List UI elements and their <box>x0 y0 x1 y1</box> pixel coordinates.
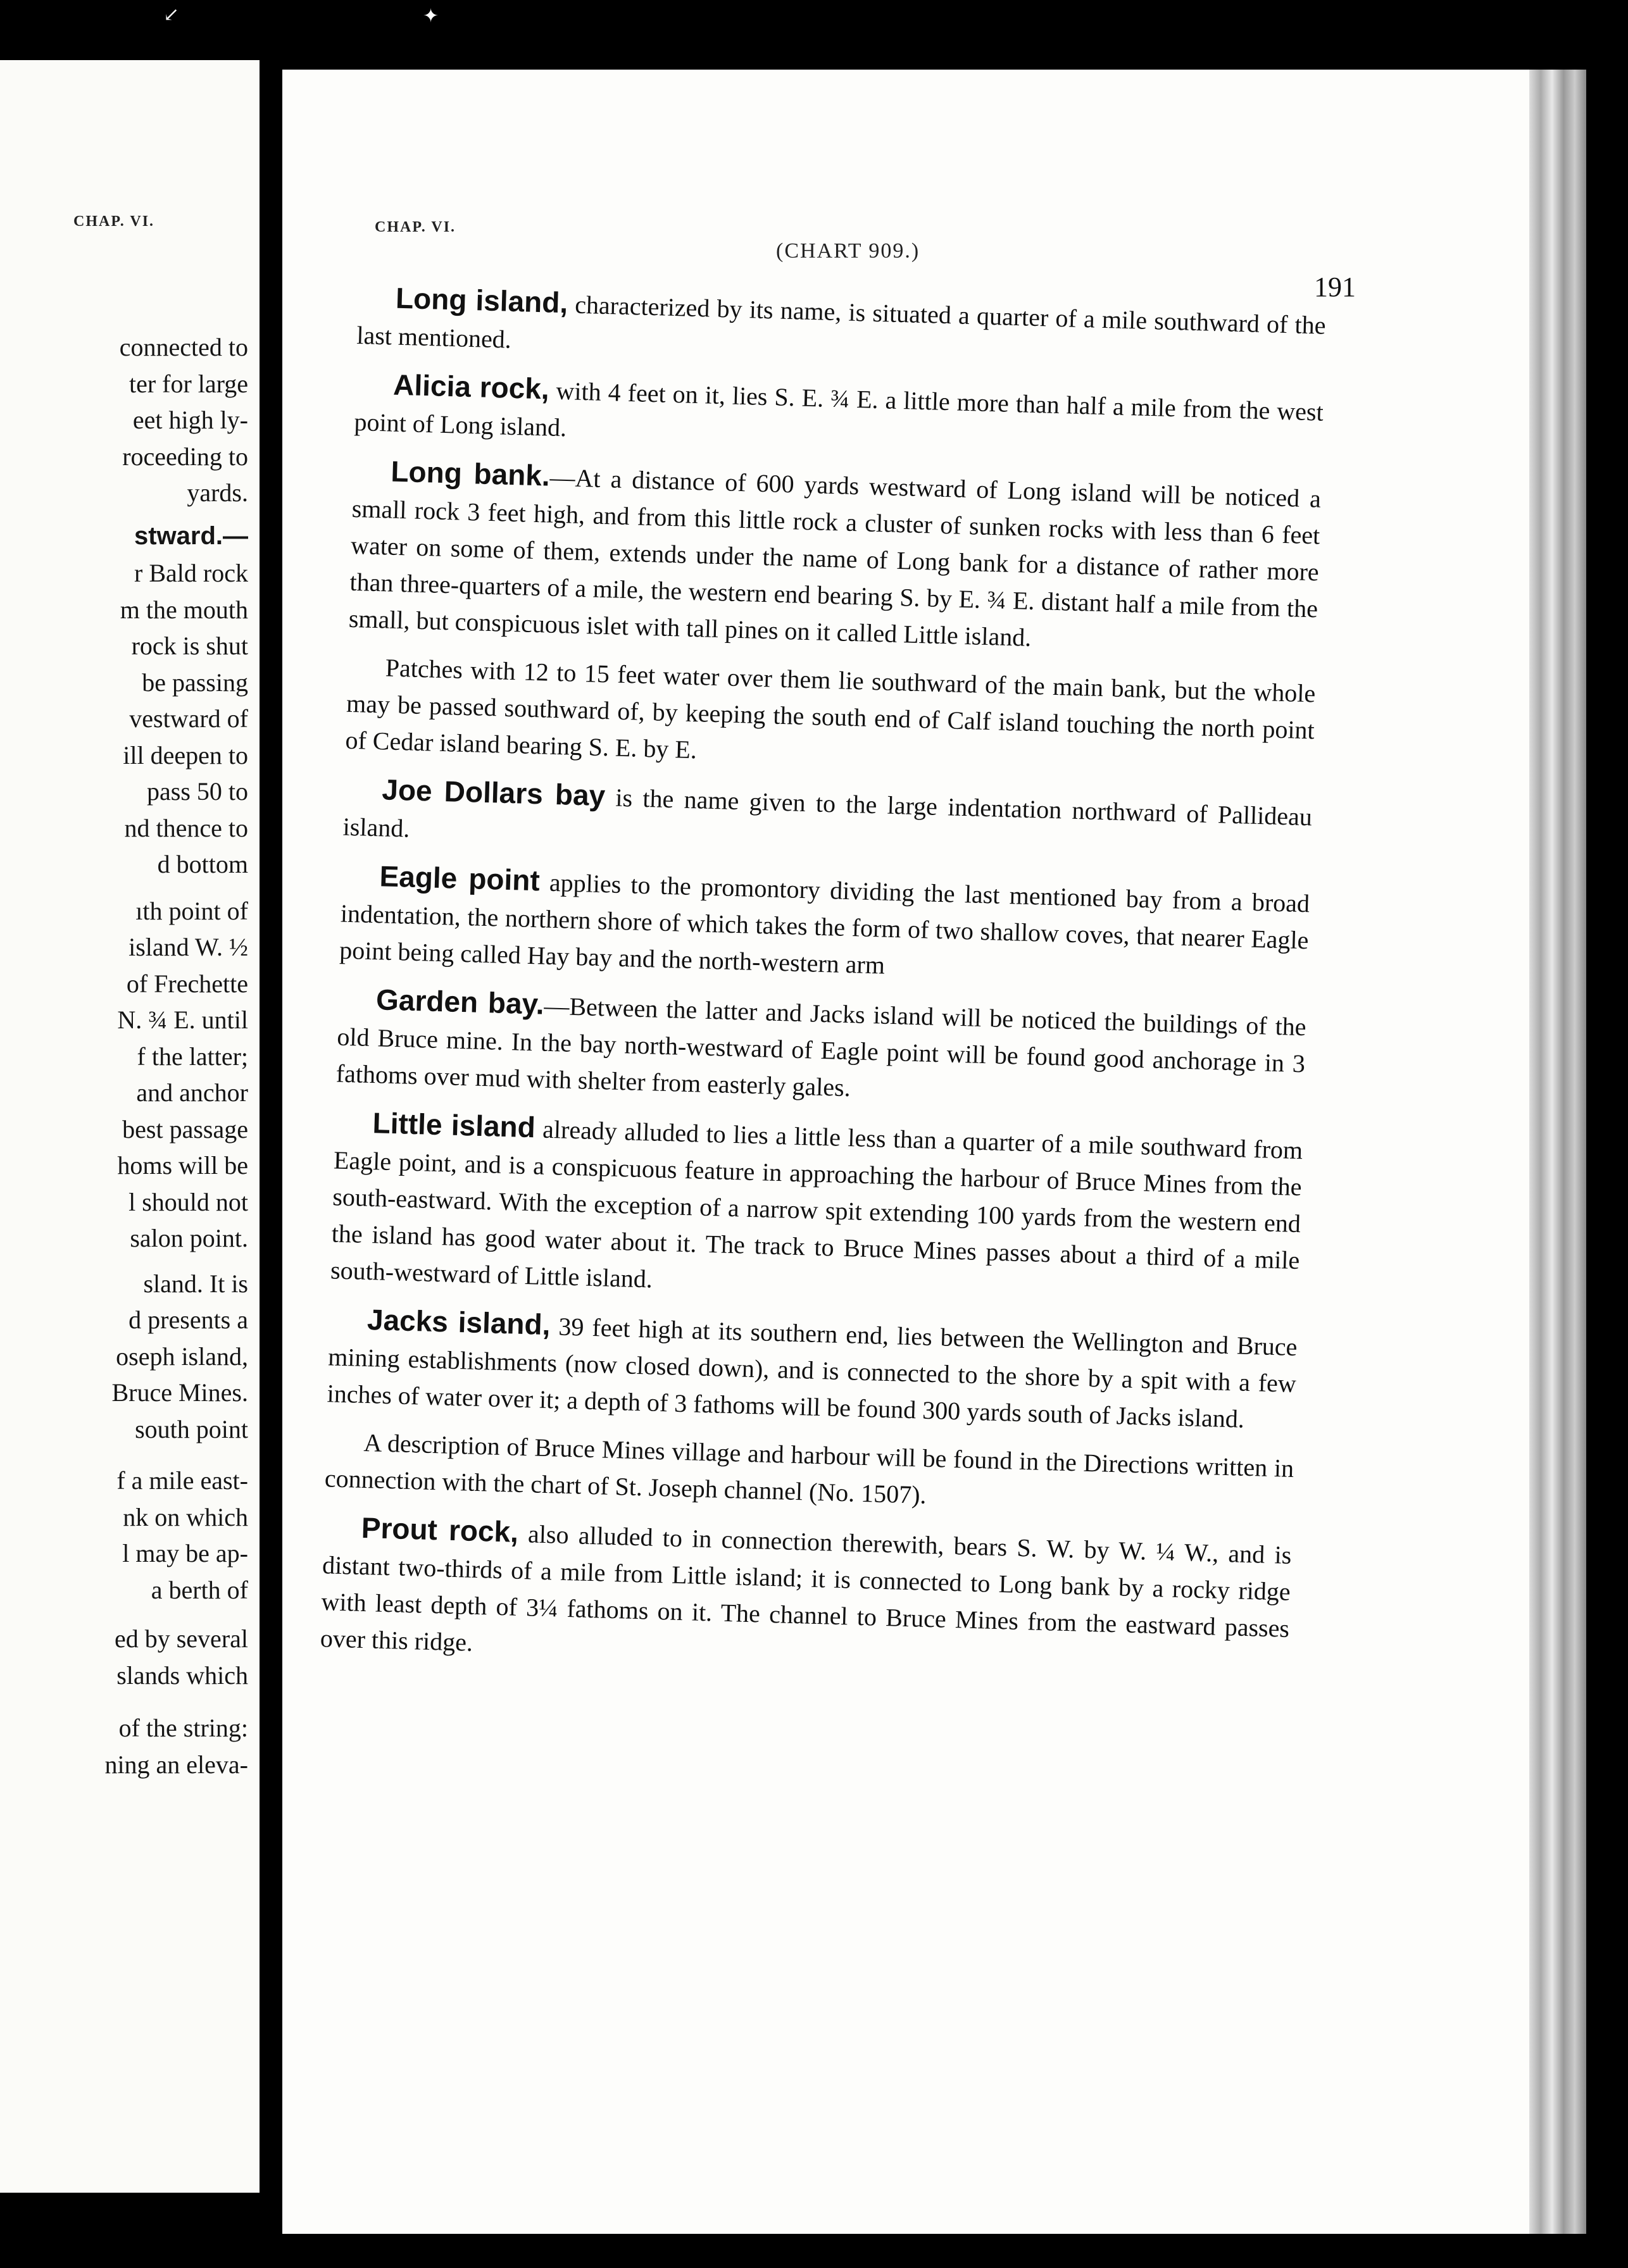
paragraph-text: A description of Bruce Mines village and harbour will be found in the Directions written in connection with the chart of St. Joseph channel (No. 1507). <box>324 1428 1294 1509</box>
paragraph-heading: Prout rock, <box>361 1511 519 1548</box>
paragraph-heading: Eagle point <box>379 859 541 897</box>
left-text-line: stward.— <box>134 521 248 550</box>
right-page <box>282 70 1586 2234</box>
paragraph-heading: Garden bay. <box>375 983 545 1021</box>
paragraph <box>342 770 1313 873</box>
left-text-line: oseph island, <box>116 1342 248 1371</box>
scan-top-edge <box>0 0 1628 38</box>
paragraph <box>356 278 1327 381</box>
paragraph-text: —At a distance of 600 yards westward of Long island will be noticed a small rock 3 feet high, and from this little rock a cluster of sunken rocks with less than 6 feet water on some of them, extends under the name of Long bank for a distance of rather more than three-quarters of a mile, the western end bearing S. by E. ¾ E. distant half a mile from the small, but conspicuous islet with tall pines on it called Little island. <box>348 463 1322 652</box>
left-chapter-header: CHAP. VI. <box>73 213 155 230</box>
paragraph <box>335 980 1306 1119</box>
paragraph <box>327 1300 1298 1439</box>
paragraph <box>348 452 1322 664</box>
paragraph-text: already alluded to lies a little less than a quarter of a mile southward from Eagle point, and is a conspicuous feature in approaching the harbour of Bruce Mines from the south-eastward. With the exception of a narrow spit extending 100 yards from the western end the island has good water about it. The track to Bruce Mines passes about a third of a mile south-westward of Little island. <box>330 1114 1303 1293</box>
left-text-line: homs will be <box>117 1151 248 1180</box>
left-text-line: slands which <box>116 1660 248 1690</box>
left-text-line: sland. It is <box>143 1269 248 1298</box>
paragraph-text: 39 feet high at its southern end, lies between the Wellington and Bruce mining establishments (now closed down), and is connected to the shore by a spit with a few inches of water over it; a depth of 3 fathoms will be found 300 yards south of Jacks island. <box>327 1312 1298 1433</box>
paragraph-text: Patches with 12 to 15 feet water over them lie southward of the main bank, but the whole may be passed southward of, by keeping the south end of Calf island touching the north point of Cedar island bearing S. E. by E. <box>345 653 1316 764</box>
page-number: 191 <box>1314 271 1356 302</box>
left-text-line: d bottom <box>157 850 248 878</box>
paragraph-heading: Jacks island, <box>366 1303 551 1342</box>
paragraph-heading: Long bank. <box>390 454 551 492</box>
paragraph <box>345 649 1316 786</box>
right-chapter-header: CHAP. VI. <box>375 219 456 235</box>
left-page <box>0 60 260 2193</box>
paragraph-text: is the name given to the large indentation northward of Pallideau island. <box>342 783 1313 843</box>
left-text-line: best passage <box>122 1114 248 1143</box>
left-text-line: be passing <box>142 668 248 697</box>
left-text-line: l may be ap- <box>122 1539 248 1567</box>
left-text-line: f a mile east- <box>116 1466 248 1495</box>
left-text-line: yards. <box>187 478 248 507</box>
paragraph-heading: Alicia rock, <box>392 368 550 406</box>
page-edges <box>1529 70 1586 2234</box>
left-text-line: eet high ly- <box>132 406 248 434</box>
left-text-line: Bruce Mines. <box>111 1378 248 1407</box>
paragraph-heading: Joe Dollars bay <box>381 773 606 813</box>
left-text-line: ıth point of <box>135 896 248 925</box>
paragraph <box>324 1423 1294 1524</box>
left-text-line: d presents a <box>128 1305 248 1334</box>
paragraph-text: with 4 feet on it, lies S. E. ¾ E. a little more than half a mile from the west point of Long island. <box>354 376 1324 442</box>
paragraph-heading: Long island, <box>395 281 568 320</box>
page-body <box>320 278 1327 1695</box>
paragraph-text: applies to the promontory dividing the last mentioned bay from a broad indentation, the northern shore of which takes the form of two shallow coves, that nearer Eagle point being called Hay bay and the north-western arm <box>339 868 1310 980</box>
paragraph <box>320 1508 1292 1684</box>
left-text-line: salon point. <box>130 1224 248 1252</box>
paragraph-text: —Between the latter and Jacks island will be noticed the buildings of the old Bruce mine. In the bay north-westward of Eagle point will be found good anchorage in 3 fathoms over mud with shelter from easterly gales. <box>335 991 1307 1102</box>
left-text-line: ill deepen to <box>123 740 248 770</box>
left-text-line: of the string: <box>118 1714 248 1742</box>
left-text-line: f the latter; <box>137 1042 248 1071</box>
left-text-line: connected to <box>119 333 248 361</box>
left-text-line: l should not <box>128 1187 248 1216</box>
paragraph <box>339 857 1310 996</box>
paragraph-text: characterized by its name, is situated a quarter of a mile southward of the last mentioned. <box>356 290 1327 354</box>
left-text-line: of Frechette <box>126 969 248 998</box>
left-text-line: nk on which <box>123 1502 248 1531</box>
left-text-line: vestward of <box>129 704 248 733</box>
scan-speck: ✦ <box>423 6 439 27</box>
paragraph-text: also alluded to in connection therewith, bears S. W. by W. ¼ W., and is distant two-thirds of a mile from Little island; it is connected to Long bank by a rocky ridge with least depth of 3¼ fathoms on it. The channel to Bruce Mines from the eastward passes over this ridge. <box>320 1519 1292 1657</box>
paragraph-heading: Little island <box>372 1106 536 1144</box>
left-text-line: south point <box>135 1414 248 1443</box>
paragraph <box>354 365 1324 468</box>
left-text-line: m the mouth <box>120 595 248 624</box>
book-gutter <box>260 60 282 2193</box>
scan-speck: ↙ <box>163 4 180 25</box>
left-text-line: a berth of <box>151 1575 248 1604</box>
chart-reference: (CHART 909.) <box>776 239 920 263</box>
left-text-line: pass 50 to <box>147 777 248 806</box>
left-text-line: ter for large <box>128 369 248 398</box>
left-text-line: island W. ½ <box>128 933 248 961</box>
paragraph <box>330 1103 1303 1316</box>
left-text-line: ed by several <box>114 1624 248 1653</box>
left-text-line: and anchor <box>136 1078 248 1107</box>
left-text-line: nd thence to <box>124 813 248 842</box>
left-text-line: roceeding to <box>122 442 248 471</box>
left-text-line: rock is shut <box>131 632 248 660</box>
left-text-line: r Bald rock <box>134 559 248 587</box>
left-text-line: N. ¾ E. until <box>117 1006 248 1034</box>
left-text-line: ning an eleva- <box>104 1750 248 1779</box>
